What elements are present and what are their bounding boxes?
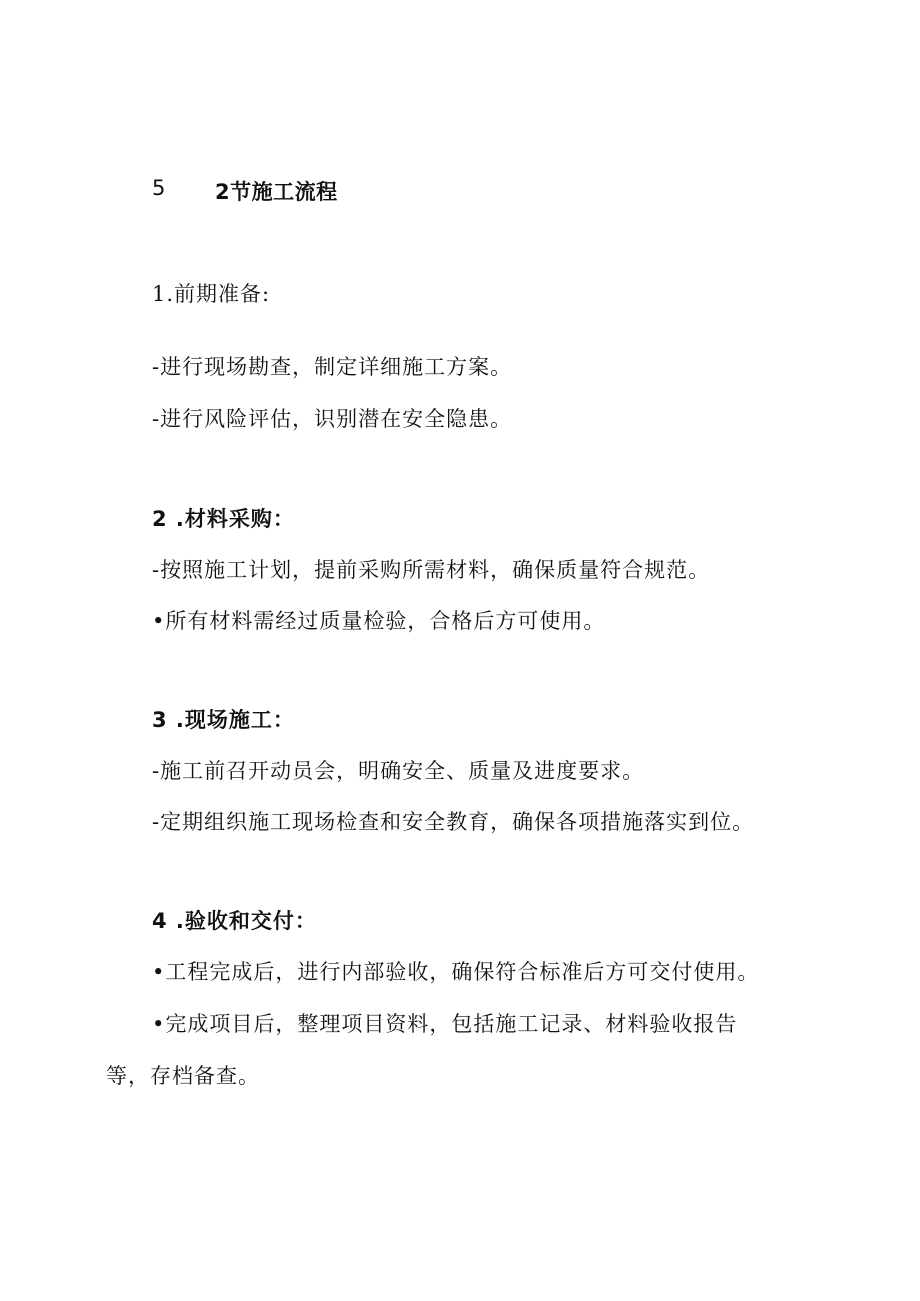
list-item: •所有材料需经过质量检验，合格后方可使用。 — [152, 609, 606, 633]
list-item-continuation: 等，存档备查。 — [106, 1064, 260, 1088]
list-item: -施工前召开动员会，明确安全、质量及进度要求。 — [152, 759, 645, 783]
list-item: -进行现场勘查，制定详细施工方案。 — [152, 355, 513, 379]
list-item: -按照施工计划，提前采购所需材料，确保质量符合规范。 — [152, 558, 711, 582]
heading-construction: 3 .现场施工： — [152, 708, 295, 732]
list-item: •完成项目后，整理项目资料，包括施工记录、材料验收报告 — [152, 1012, 738, 1036]
list-item: •工程完成后，进行内部验收，确保符合标准后方可交付使用。 — [152, 960, 760, 984]
list-item: -定期组织施工现场检查和安全教育，确保各项措施落实到位。 — [152, 810, 755, 834]
heading-acceptance: 4 .验收和交付： — [152, 909, 317, 933]
heading-preparation: 1.前期准备: — [152, 282, 271, 306]
section-title: 2节施工流程 — [215, 180, 338, 204]
list-item: -进行风险评估，识别潜在安全隐患。 — [152, 407, 513, 431]
heading-procurement: 2 .材料采购： — [152, 507, 295, 531]
section-number: 5 — [152, 176, 166, 200]
